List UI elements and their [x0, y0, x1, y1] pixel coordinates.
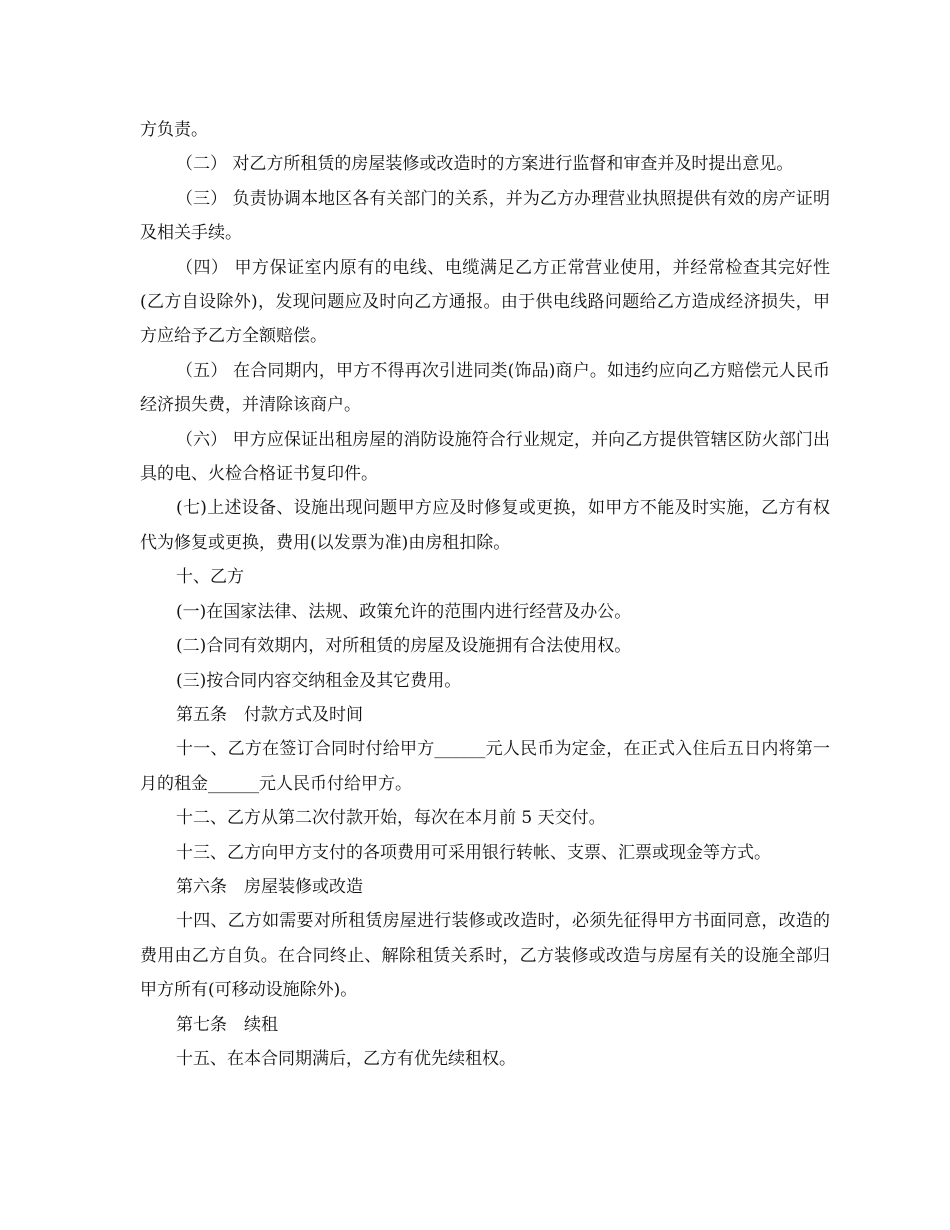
article-heading: 第六条 房屋装修或改造	[176, 876, 363, 897]
article-heading: 第五条 付款方式及时间	[176, 704, 363, 725]
paragraph: （三） 负责协调本地区各有关部门的关系，并为乙方办理营业执照提供有效的房产证明及相关手续。	[140, 188, 830, 244]
paragraph: 方负责。	[140, 120, 208, 140]
paragraph: 十一、乙方在签订合同时付给甲方______元人民币为定金，在正式入住后五日内将第一月的租金______元人民币付给甲方。	[140, 739, 830, 794]
paragraph: 十三、乙方向甲方支付的各项费用可采用银行转帐、支票、汇票或现金等方式。	[176, 842, 771, 863]
document-body	[140, 113, 830, 1076]
paragraph: 十五、在本合同期满后，乙方有优先续租权。	[176, 1048, 516, 1069]
article-heading: 第七条 续租	[176, 1014, 278, 1035]
paragraph: (二)合同有效期内，对所租赁的房屋及设施拥有合法使用权。	[176, 636, 632, 657]
paragraph: （五） 在合同期内，甲方不得再次引进同类(饰品)商户。如违约应向乙方赔偿元人民币经济损失费，并清除该商户。	[140, 360, 830, 416]
paragraph: (一)在国家法律、法规、政策允许的范围内进行经营及办公。	[176, 601, 632, 622]
section-heading: 十、乙方	[176, 567, 244, 588]
paragraph: (三)按合同内容交纳租金及其它费用。	[176, 670, 462, 691]
paragraph: （六） 甲方应保证出租房屋的消防设施符合行业规定，并向乙方提供管辖区防火部门出具的电、火检合格证书复印件。	[140, 429, 830, 485]
paragraph: 十二、乙方从第二次付款开始，每次在本月前 5 天交付。	[176, 808, 606, 829]
paragraph: （二） 对乙方所租赁的房屋装修或改造时的方案进行监督和审查并及时提出意见。	[176, 154, 794, 175]
paragraph: (七)上述设备、设施出现问题甲方应及时修复或更换，如甲方不能及时实施，乙方有权代为修复或更换，费用(以发票为准)由房租扣除。	[140, 498, 830, 553]
paragraph: （四） 甲方保证室内原有的电线、电缆满足乙方正常营业使用，并经常检查其完好性(乙方自设除外)，发现问题应及时向乙方通报。由于供电线路问题给乙方造成经济损失，甲方应给予乙方全额赔偿。	[140, 257, 830, 347]
paragraph: 十四、乙方如需要对所租赁房屋进行装修或改造时，必须先征得甲方书面同意，改造的费用由乙方自负。在合同终止、解除租赁关系时，乙方装修或改造与房屋有关的设施全部归甲方所有(可移动设施除外)。	[140, 911, 830, 1001]
